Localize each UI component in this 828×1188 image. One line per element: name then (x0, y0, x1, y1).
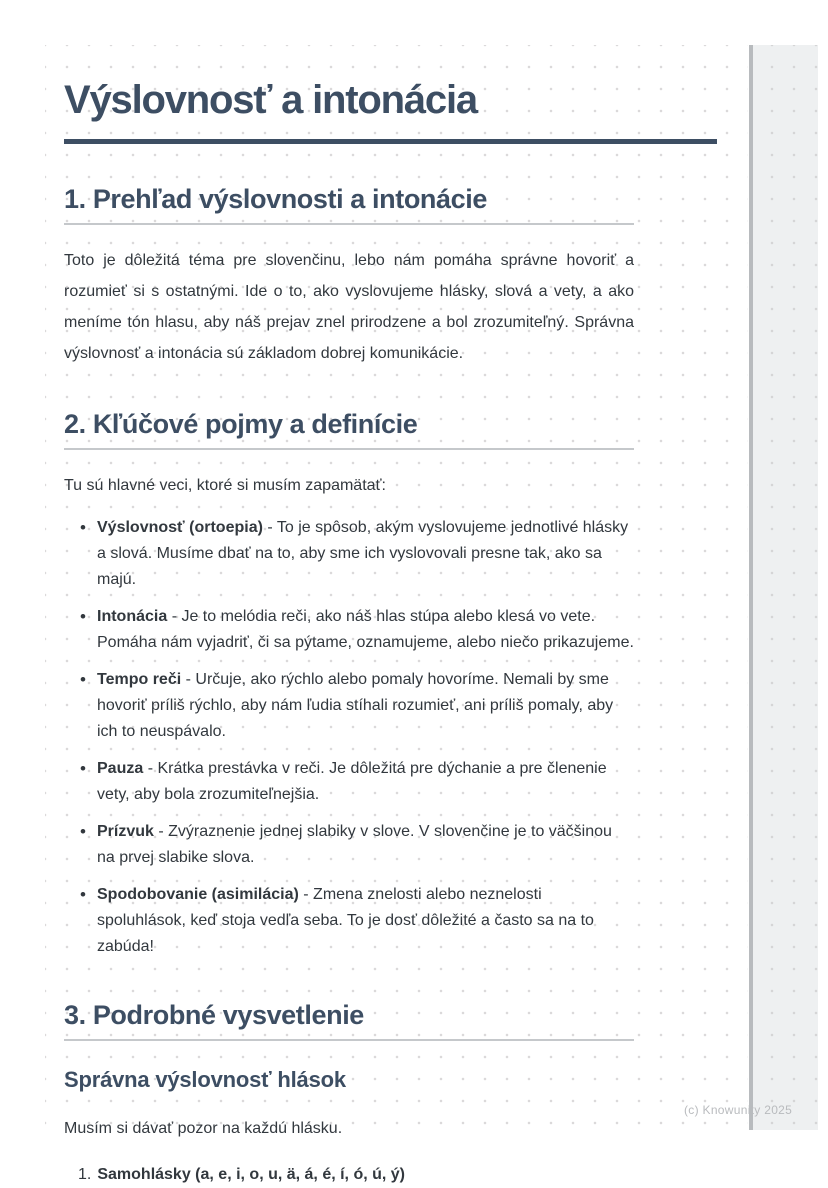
term-definition: - Zmena znelosti alebo neznelosti spoluhlások, keď stoja vedľa seba. To je dosť dôležité a často sa na to zabúda! (97, 886, 594, 956)
watermark: (c) Knowunity 2025 (684, 1103, 793, 1117)
list-item (97, 756, 634, 808)
list-item (97, 882, 634, 960)
term-label: Pauza (97, 760, 144, 778)
term-definition: - Určuje, ako rýchlo alebo pomaly hovoríme. Nemali by sme hovoriť príliš rýchlo, aby nám ľudia stíhali rozumieť, ani príliš pomaly, aby ich to neuspávalo. (97, 671, 614, 741)
item-number: 1. (78, 1166, 92, 1184)
section-overview (64, 184, 717, 369)
section-3-divider (64, 1039, 634, 1041)
term-definition: - Krátka prestávka v reči. Je dôležitá pre dýchanie a pre členenie vety, aby bola zrozumiteľnejšia. (97, 760, 607, 804)
section-key-terms (64, 409, 717, 960)
term-label: Prízvuk (97, 823, 154, 841)
term-label: Intonácia (97, 608, 168, 626)
term-definition: - Zvýraznenie jednej slabiky v slove. V slovenčine je to väčšinou na prvej slabike slova. (97, 823, 612, 867)
item-text: Samohlásky (a, e, i, o, u, ä, á, é, í, ó, ú, ý) (97, 1166, 405, 1184)
term-label: Výslovnosť (ortoepia) (97, 519, 263, 537)
section-2-divider (64, 448, 634, 450)
section-2-intro: Tu sú hlavné veci, ktoré si musím zapamätať: (64, 477, 386, 495)
list-item (97, 604, 634, 656)
term-label: Tempo reči (97, 671, 182, 689)
sounds-list (64, 1162, 634, 1188)
page-content (45, 45, 748, 1188)
section-1-heading: 1. Prehľad výslovnosti a intonácie (64, 184, 487, 214)
section-1-paragraph: Toto je dôležitá téma pre slovenčinu, lebo nám pomáha správne hovoriť a rozumieť si s ostatnými. Ide o to, ako vyslovujeme hlásky, slová a vety, a ako meníme tón hlasu, aby náš prejav znel prirodzene a bol zrozumiteľný. Správna výslovnosť a intonácia sú základom dobrej komunikácie. (64, 252, 634, 363)
section-3-paragraph: Musím si dávať pozor na každú hlásku. (64, 1120, 343, 1138)
next-page-edge (749, 45, 818, 1130)
key-terms-list (64, 515, 634, 960)
page-title: Výslovnosť a intonácia (64, 78, 477, 122)
list-item (97, 667, 634, 745)
section-1-divider (64, 223, 634, 225)
list-item (97, 515, 634, 593)
notes-page (45, 45, 748, 1184)
term-definition: - To je spôsob, akým vyslovujeme jednotlivé hlásky a slová. Musíme dbať na to, aby sme ich vyslovovali presne tak, ako sa majú. (97, 519, 629, 589)
term-label: Spodobovanie (asimilácia) (97, 886, 299, 904)
section-3-heading: 3. Podrobné vysvetlenie (64, 1000, 364, 1031)
term-definition: - Je to melódia reči, ako náš hlas stúpa alebo klesá vo vete. Pomáha nám vyjadriť, či sa pýtame, oznamujeme, alebo niečo prikazujeme. (97, 608, 634, 652)
subsection-heading: Správna výslovnosť hlások (64, 1067, 346, 1093)
list-item (78, 1162, 634, 1188)
section-2-heading: 2. Kľúčové pojmy a definície (64, 409, 418, 440)
title-divider (64, 139, 717, 144)
section-details (64, 1000, 717, 1188)
list-item (97, 819, 634, 871)
